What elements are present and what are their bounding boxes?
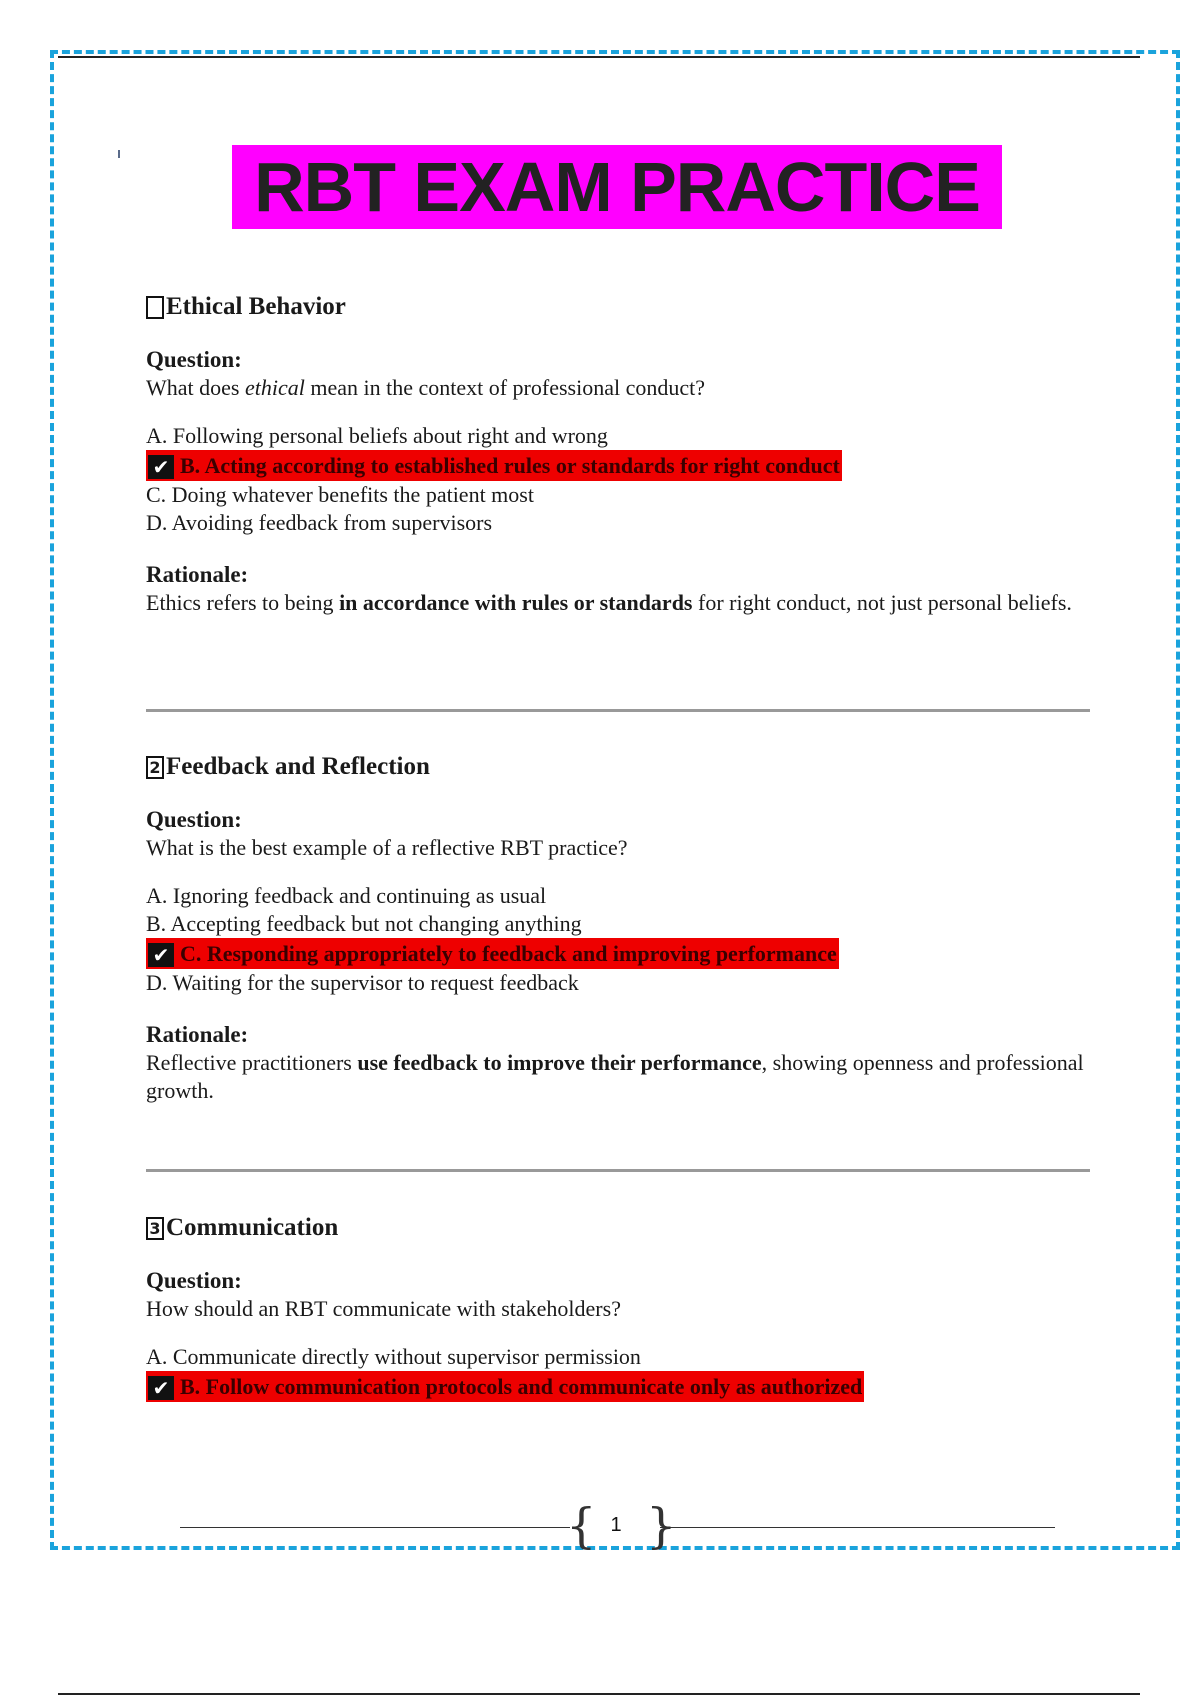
- section-divider: [146, 1169, 1090, 1172]
- title-highlight: [232, 145, 1002, 229]
- margin-mark: [118, 150, 120, 158]
- question-text: How should an RBT communicate with stakeholders?: [146, 1296, 621, 1321]
- option-a: A. Ignoring feedback and continuing as usual: [146, 883, 547, 908]
- options-list: [146, 1343, 1096, 1402]
- question-text: What is the best example of a reflective RBT practice?: [146, 835, 628, 860]
- options-list: [146, 882, 1096, 997]
- rationale-emphasis: in accordance with rules or standards: [339, 590, 693, 615]
- footer-line-left: [180, 1527, 570, 1528]
- checkbox-icon: [146, 296, 164, 319]
- option-c: C. Doing whatever benefits the patient most: [146, 482, 534, 507]
- option-b-correct: [146, 1371, 864, 1402]
- page-number: 1: [610, 1514, 622, 1536]
- question-text-part: What does: [146, 375, 245, 400]
- option-a: A. Communicate directly without supervisor permission: [146, 1344, 641, 1369]
- section-feedback-reflection: [146, 750, 1096, 1105]
- options-list: [146, 422, 1096, 537]
- rationale-text: [146, 1049, 1096, 1105]
- section-communication: [146, 1211, 1096, 1402]
- rationale-label: Rationale:: [146, 1022, 249, 1047]
- header-rule: [58, 56, 1140, 58]
- option-text: C. Responding appropriately to feedback and improving performance: [180, 941, 837, 966]
- rationale-label: Rationale:: [146, 562, 249, 587]
- left-brace: {: [566, 1498, 597, 1554]
- rationale-text-part: for right conduct, not just personal beliefs.: [692, 590, 1072, 615]
- check-icon: ✔: [148, 943, 174, 967]
- rationale-text-part: Ethics refers to being: [146, 590, 340, 615]
- question-label: Question:: [146, 347, 242, 372]
- checkbox-icon: 2: [146, 756, 164, 779]
- option-d: D. Avoiding feedback from supervisors: [146, 510, 493, 535]
- checkbox-icon: 3: [146, 1217, 164, 1240]
- section-title: Feedback and Reflection: [166, 753, 430, 780]
- question-text-part: mean in the context of professional conduct?: [304, 375, 705, 400]
- section-title: Communication: [166, 1214, 339, 1241]
- section-ethical-behavior: [146, 290, 1096, 617]
- check-icon: ✔: [148, 1376, 174, 1400]
- rationale-text: [146, 589, 1096, 617]
- check-icon: ✔: [148, 455, 174, 479]
- section-heading: [146, 290, 1096, 324]
- right-brace: }: [646, 1498, 677, 1554]
- next-page-rule: [58, 1693, 1140, 1695]
- option-b-correct: [146, 450, 842, 481]
- rationale-emphasis: use feedback to improve their performance: [357, 1050, 762, 1075]
- section-heading: [146, 750, 1096, 784]
- section-title: Ethical Behavior: [166, 293, 346, 320]
- question-text: [146, 374, 1096, 402]
- option-text: B. Follow communication protocols and communicate only as authorized: [180, 1374, 863, 1399]
- section-heading: [146, 1211, 1096, 1245]
- section-divider: [146, 709, 1090, 712]
- question-label: Question:: [146, 807, 242, 832]
- page-title: RBT EXAM PRACTICE: [254, 148, 980, 226]
- rationale-text-part: , showing openness and professional growth.: [146, 1050, 1084, 1103]
- option-b: B. Accepting feedback but not changing anything: [146, 911, 582, 936]
- option-a: A. Following personal beliefs about right and wrong: [146, 423, 608, 448]
- question-label: Question:: [146, 1268, 242, 1293]
- question-emphasis: ethical: [244, 375, 305, 400]
- footer-line-right: [660, 1527, 1055, 1528]
- option-d: D. Waiting for the supervisor to request feedback: [146, 970, 579, 995]
- option-c-correct: [146, 938, 839, 969]
- rationale-text-part: Reflective practitioners: [146, 1050, 358, 1075]
- option-text: B. Acting according to established rules or standards for right conduct: [180, 453, 840, 478]
